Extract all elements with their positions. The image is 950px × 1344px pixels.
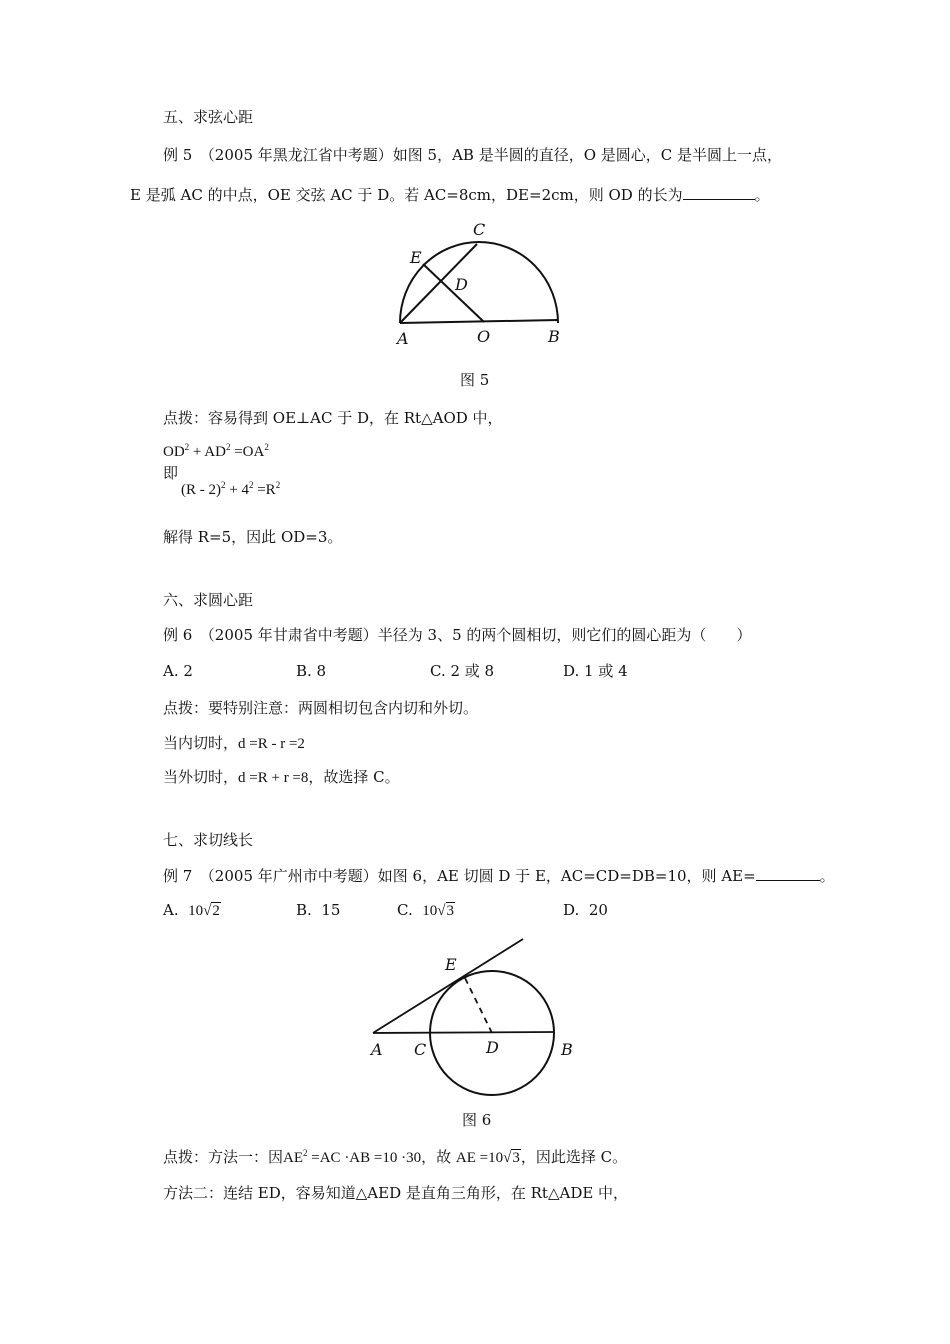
label-A: A: [397, 329, 409, 348]
ji-label: 即: [163, 464, 179, 482]
dashed-radius-DE: [464, 976, 492, 1033]
tangent-line-AE: [373, 939, 523, 1033]
option7-b: B. 15: [296, 901, 341, 919]
figure5-semicircle-diagram: [388, 218, 568, 348]
label-C: C: [473, 220, 486, 239]
option6-c: C. 2 或 8: [430, 662, 495, 680]
segment-OE: [423, 264, 484, 322]
diameter-AB: [400, 320, 558, 323]
figure6-caption: 图 6: [462, 1111, 492, 1129]
example5-text-line1: 例 5 （2005 年黑龙江省中考题）如图 5，AB 是半圆的直径，O 是圆心，C 是半圆上一点，: [163, 146, 783, 164]
option6-d: D. 1 或 4: [563, 662, 628, 680]
hint7-method2: 方法二：连结 ED，容易知道△AED 是直角三角形，在 Rt△ADE 中，: [163, 1184, 629, 1202]
label-D: D: [455, 275, 468, 294]
segment-AB: [373, 1032, 554, 1033]
option6-b: B. 8: [296, 662, 327, 680]
section6-heading: 六、求圆心距: [163, 591, 254, 609]
label-B: B: [561, 1040, 573, 1059]
example6-text: 例 6 （2005 年甘肃省中考题）半径为 3、5 的两个圆相切，则它们的圆心距为（ ）: [163, 626, 752, 644]
hint5: 点拨：容易得到 OE⊥AC 于 D，在 Rt△AOD 中，: [163, 409, 503, 427]
label-A: A: [371, 1040, 383, 1059]
option7-c: C. 10√3: [397, 901, 454, 919]
label-O: O: [477, 327, 491, 346]
label-E: E: [410, 248, 422, 267]
label-B: B: [548, 327, 560, 346]
label-E: E: [445, 955, 457, 974]
example5-text-line2-body: E 是弧 AC 的中点，OE 交弦 AC 于 D。若 AC=8cm，DE=2cm，则 OD 的长为: [130, 186, 683, 204]
hint6: 点拨：要特别注意：两圆相切包含内切和外切。: [163, 699, 479, 717]
equation-pythagoras: $OD^2 + AD^2 =OA^2$: [163, 442, 269, 460]
semicircle-arc: [400, 242, 558, 323]
option6-a: A. 2: [163, 662, 193, 680]
section5-heading: 五、求弦心距: [163, 108, 254, 126]
figure5-caption: 图 5: [460, 371, 490, 389]
option7-a: A. 10√2: [163, 901, 220, 919]
section7-heading: 七、求切线长: [163, 831, 254, 849]
example5-period: 。: [754, 186, 770, 204]
figure6-tangent-diagram: [365, 935, 585, 1110]
example5-text-line2: [130, 185, 770, 205]
answer-blank: [683, 185, 755, 200]
answer-blank: [756, 866, 820, 881]
external-tangent-case: 当外切时，d =R + r =8，故选择 C。: [163, 768, 400, 786]
example7-text: 例 7 （2005 年广州市中考题）如图 6，AE 切圆 D 于 E，AC=CD=DB=10，则 AE= 。: [163, 867, 835, 885]
equation-substituted: $(R - 2)^2 + 4^2 =R^2$: [181, 480, 281, 498]
hint7-method1: 点拨：方法一：因$AE^2 =AC \cdot AB =10 \cdot 30$，故 AE =10√3，因此选择 C。: [163, 1148, 628, 1166]
label-C: C: [414, 1040, 427, 1059]
label-D: D: [486, 1038, 499, 1057]
option7-d: D. 20: [563, 901, 608, 919]
solution5: 解得 R=5，因此 OD=3。: [163, 528, 343, 546]
internal-tangent-case: 当内切时，d =R - r =2: [163, 734, 305, 752]
